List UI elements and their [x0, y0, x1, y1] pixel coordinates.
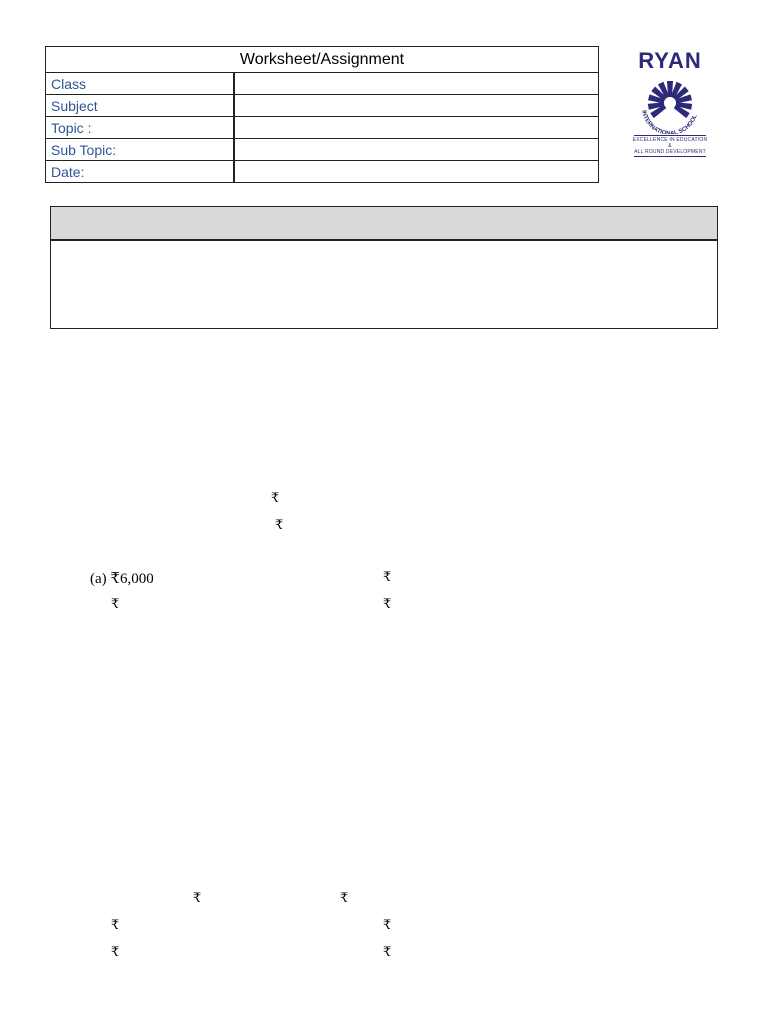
logo-brand: RYAN [638, 48, 702, 73]
date-value [234, 161, 599, 183]
rupee-symbol: ₹ [275, 517, 284, 532]
rupee-symbol: ₹ [111, 596, 120, 611]
logo-tagline-amp: & [668, 143, 672, 149]
rupee-symbol: ₹ [383, 596, 392, 611]
logo-rule-bottom [634, 156, 706, 157]
topic-label: Topic : [46, 117, 234, 139]
worksheet-info-table [45, 46, 599, 183]
info-row-date [46, 161, 599, 183]
info-row-subtopic [46, 139, 599, 161]
logo-tagline-2: ALL ROUND DEVELOPMENT [634, 149, 706, 155]
rupee-symbol: ₹ [193, 890, 202, 905]
subject-value [234, 95, 599, 117]
info-row-class [46, 73, 599, 95]
svg-text:INTERNATIONAL SCHOOL [640, 110, 699, 134]
rupee-symbol: ₹ [271, 490, 280, 505]
class-label: Class [46, 73, 234, 95]
rupee-symbol: ₹ [383, 944, 392, 959]
rupee-symbol: ₹ [383, 569, 392, 584]
date-label: Date: [46, 161, 234, 183]
subtopic-value [234, 139, 599, 161]
instructions-box [50, 206, 718, 329]
worksheet-title: Worksheet/Assignment [46, 47, 599, 73]
rupee-symbol: ₹ [340, 890, 349, 905]
subject-label: Subject [46, 95, 234, 117]
ryan-sunburst-icon [630, 72, 710, 134]
rupee-symbol: ₹ [383, 917, 392, 932]
school-logo [628, 50, 712, 160]
logo-ring-text: INTERNATIONAL SCHOOL [640, 109, 699, 134]
rupee-symbol: ₹ [111, 944, 120, 959]
info-row-subject [46, 95, 599, 117]
class-value [234, 73, 599, 95]
logo-tagline-1: EXCELLENCE IN EDUCATION [632, 137, 708, 143]
topic-value [234, 117, 599, 139]
instructions-heading [51, 207, 717, 241]
option-a-text: (a) ₹6,000 [90, 571, 154, 587]
info-row-topic [46, 117, 599, 139]
subtopic-label: Sub Topic: [46, 139, 234, 161]
logo-rule-top [634, 135, 706, 136]
rupee-symbol: ₹ [111, 917, 120, 932]
